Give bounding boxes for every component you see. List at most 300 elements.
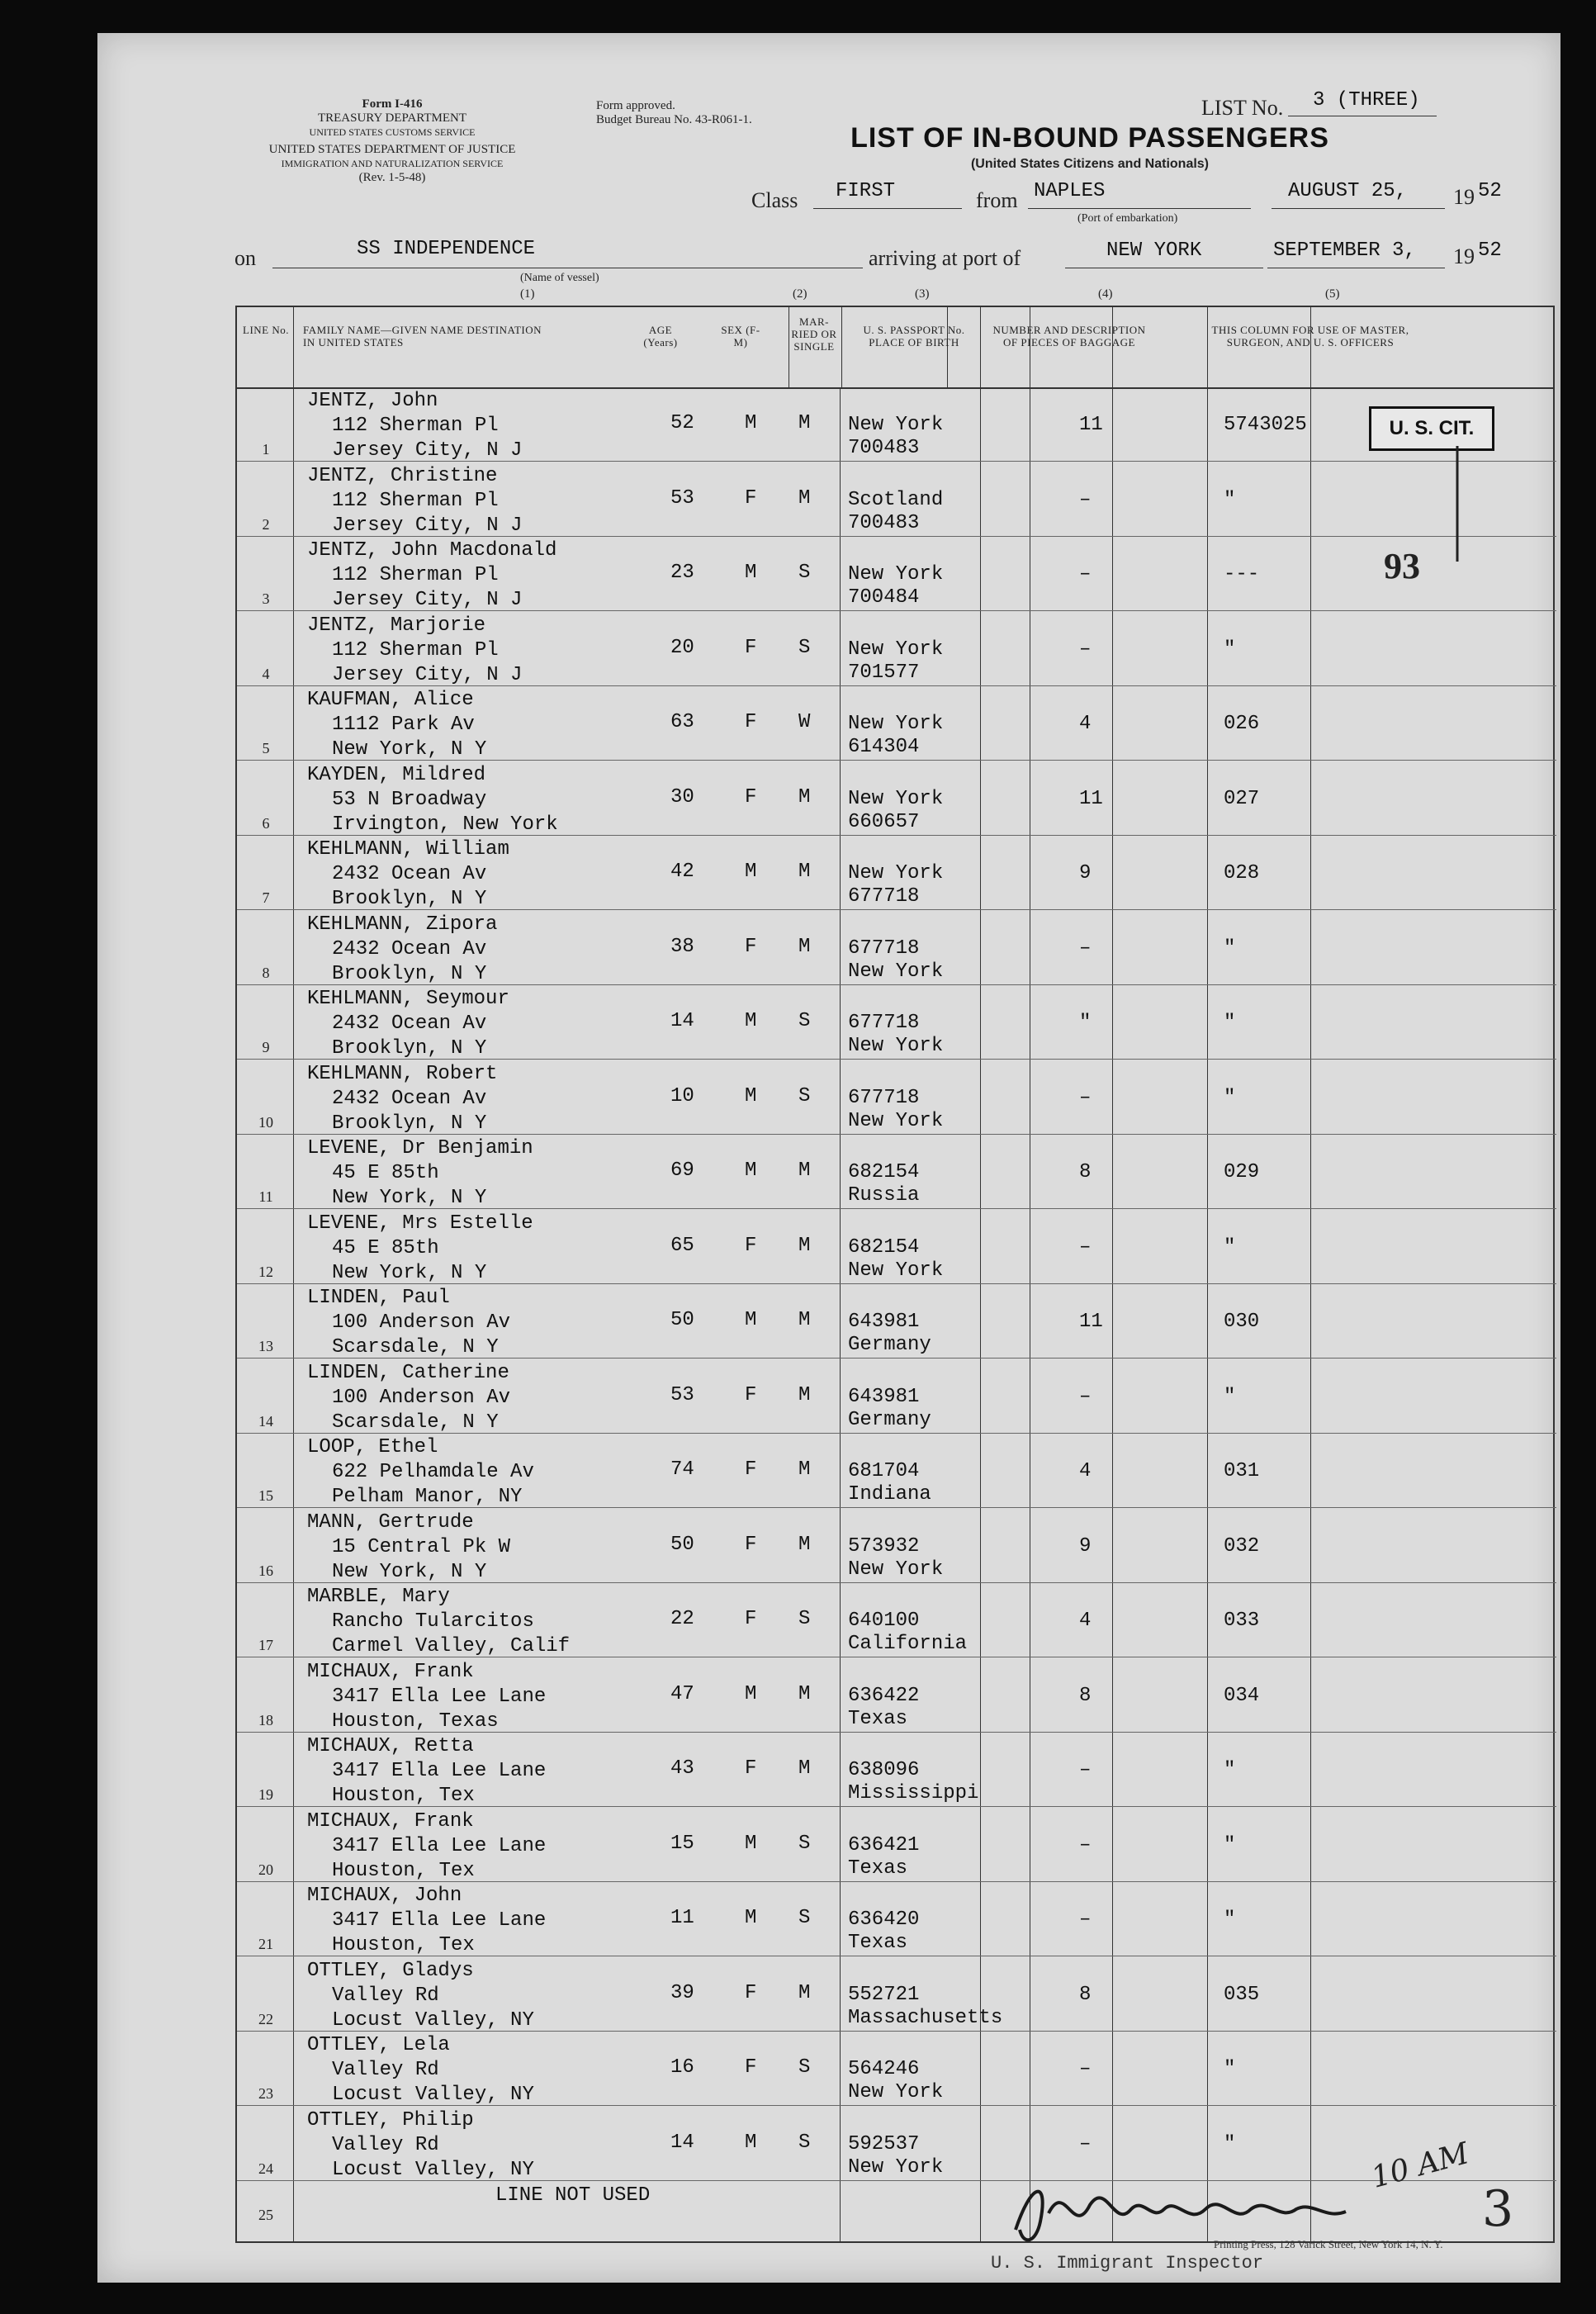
officer-note: " — [1224, 937, 1236, 960]
age: 47 — [670, 1682, 694, 1705]
passenger-name: MICHAUX, John — [307, 1885, 462, 1907]
line-number: 13 — [258, 1338, 273, 1354]
line-number: 19 — [258, 1786, 273, 1803]
age: 69 — [670, 1159, 694, 1182]
address-city: Carmel Valley, Calif — [332, 1635, 571, 1657]
age: 42 — [670, 861, 694, 883]
passport-line2: Indiana — [848, 1483, 931, 1506]
passport-line1: Scotland — [848, 488, 944, 511]
passport-line1: 636422 — [848, 1684, 920, 1707]
age: 16 — [670, 2056, 694, 2079]
sex: M — [745, 1010, 757, 1032]
arrive-year-prefix: 19 — [1453, 244, 1475, 268]
sex: F — [745, 1757, 757, 1780]
address-city: Brooklyn, N Y — [332, 962, 487, 985]
class-value: FIRST — [836, 180, 896, 202]
passport-line1: New York — [848, 787, 944, 810]
marital-status: M — [798, 861, 811, 883]
page-mark: 3 — [1482, 2180, 1514, 2238]
marital-status: M — [798, 1981, 811, 2004]
table-row — [237, 1583, 1556, 1657]
table-row — [237, 1284, 1556, 1359]
address-street: 1112 Park Av — [332, 714, 475, 736]
col-divider — [841, 307, 842, 387]
table-row — [237, 1135, 1556, 1209]
passport-line1: 552721 — [848, 1983, 920, 2006]
baggage: 8 — [1079, 1161, 1092, 1183]
passenger-name: MARBLE, Mary — [307, 1586, 450, 1608]
baggage: 4 — [1079, 713, 1092, 735]
passport-line1: New York — [848, 414, 944, 436]
age: 22 — [670, 1608, 694, 1630]
line-number: 20 — [258, 1861, 273, 1878]
passport-line2: Massachusetts — [848, 2006, 1003, 2029]
line-number: 10 — [258, 1113, 273, 1131]
address-street: 2432 Ocean Av — [332, 863, 487, 885]
table-row — [237, 1210, 1556, 1284]
passport-line1: 638096 — [848, 1759, 920, 1781]
passport-line2: 700484 — [848, 586, 920, 609]
on-label: on — [234, 246, 256, 270]
marital-status: W — [798, 711, 811, 733]
address-street: 3417 Ella Lee Lane — [332, 1760, 547, 1782]
officer-note: " — [1224, 1909, 1236, 1931]
passport-line2: Texas — [848, 1856, 908, 1880]
baggage: – — [1079, 1833, 1092, 1856]
sex: M — [745, 1309, 757, 1331]
table-row — [237, 612, 1556, 686]
depart-date: AUGUST 25, — [1288, 180, 1408, 202]
baggage: 8 — [1079, 1684, 1092, 1707]
baggage: – — [1079, 488, 1092, 511]
sex: F — [745, 935, 757, 958]
age: 38 — [670, 935, 694, 958]
passenger-name: JENTZ, John — [307, 390, 438, 412]
line-number: 7 — [262, 889, 270, 906]
age: 30 — [670, 785, 694, 808]
address-street: Valley Rd — [332, 2059, 439, 2081]
address-street: 112 Sherman Pl — [332, 564, 499, 586]
inspector-signature — [999, 2164, 1428, 2255]
address-street: 112 Sherman Pl — [332, 415, 499, 437]
address-street: 2432 Ocean Av — [332, 1012, 487, 1035]
passenger-name: KEHLMANN, Seymour — [307, 988, 509, 1010]
passenger-name: KAYDEN, Mildred — [307, 763, 486, 786]
address-city: Locust Valley, NY — [332, 2008, 534, 2032]
age: 20 — [670, 636, 694, 659]
line-number: 3 — [262, 590, 270, 607]
age: 65 — [670, 1234, 694, 1257]
address-city: New York, N Y — [332, 1261, 487, 1284]
passenger-name: JENTZ, Christine — [307, 464, 498, 487]
passport-line1: 640100 — [848, 1610, 920, 1632]
address-city: Brooklyn, N Y — [332, 1112, 487, 1135]
table-row — [237, 1359, 1556, 1434]
marital-status: S — [798, 2131, 811, 2154]
address-street: 45 E 85th — [332, 1236, 439, 1259]
age: 43 — [670, 1757, 694, 1780]
col-number-5: (5) — [1325, 287, 1340, 301]
embarkation-caption: (Port of embarkation) — [1077, 212, 1178, 225]
baggage: 4 — [1079, 1610, 1092, 1632]
address-city: New York, N Y — [332, 1187, 487, 1209]
ins-service: IMMIGRATION AND NATURALIZATION SERVICE — [281, 158, 504, 169]
passenger-name: OTTLEY, Lela — [307, 2034, 450, 2056]
passenger-table — [235, 306, 1555, 2243]
officer-note: 027 — [1224, 787, 1260, 810]
baggage: 11 — [1079, 1311, 1103, 1333]
officer-note: " — [1224, 1086, 1236, 1109]
passport-line2: Texas — [848, 1932, 908, 1954]
officer-note: " — [1224, 2058, 1236, 2080]
passport-line2: 701577 — [848, 661, 920, 684]
passport-line2: New York — [848, 1259, 944, 1282]
address-street: 622 Pelhamdale Av — [332, 1461, 534, 1483]
header-departments — [239, 97, 545, 185]
line-not-used: LINE NOT USED — [495, 2184, 651, 2207]
table-row — [237, 836, 1556, 910]
baggage: 11 — [1079, 414, 1103, 436]
us-citizen-stamp: U. S. CIT. — [1369, 406, 1494, 451]
sex: M — [745, 412, 757, 434]
passport-line1: New York — [848, 638, 944, 661]
address-city: Brooklyn, N Y — [332, 1037, 487, 1060]
age: 11 — [670, 1907, 694, 1929]
officer-note: " — [1224, 638, 1236, 661]
address-city: Houston, Tex — [332, 1785, 475, 1807]
passenger-name: KEHLMANN, Zipora — [307, 913, 498, 936]
passport-line2: 614304 — [848, 736, 920, 758]
passport-line1: 682154 — [848, 1235, 920, 1259]
marital-status: M — [798, 1309, 811, 1331]
table-row — [237, 387, 1556, 462]
address-street: Rancho Tularcitos — [332, 1610, 534, 1633]
baggage: – — [1079, 563, 1092, 586]
baggage: 11 — [1079, 787, 1103, 810]
passenger-name: MICHAUX, Frank — [307, 1809, 474, 1833]
age: 14 — [670, 2131, 694, 2154]
line-number: 4 — [262, 665, 270, 682]
depart-year-prefix: 19 — [1453, 185, 1475, 209]
marital-status: S — [798, 2056, 811, 2079]
officer-note: 028 — [1224, 862, 1260, 884]
address-city: Jersey City, N J — [332, 589, 523, 611]
address-street: 112 Sherman Pl — [332, 638, 499, 661]
address-city: Jersey City, N J — [332, 663, 523, 686]
baggage: – — [1079, 937, 1092, 960]
address-street: 3417 Ella Lee Lane — [332, 1909, 547, 1932]
arrival-date: SEPTEMBER 3, — [1273, 239, 1416, 262]
address-street: 3417 Ella Lee Lane — [332, 1685, 547, 1708]
line-number: 11 — [258, 1188, 273, 1205]
table-row — [237, 1957, 1556, 2032]
officer-note: --- — [1224, 563, 1260, 586]
address-city: Scarsdale, N Y — [332, 1336, 499, 1359]
marital-status: S — [798, 636, 811, 659]
passenger-name: JENTZ, John Macdonald — [307, 539, 557, 562]
col-head-name: FAMILY NAME—GIVEN NAME DESTINATION IN UNITED STATES — [303, 324, 542, 349]
age: 50 — [670, 1533, 694, 1556]
address-street: 53 N Broadway — [332, 788, 487, 811]
sex: M — [745, 2131, 757, 2154]
age: 39 — [670, 1981, 694, 2004]
age: 53 — [670, 486, 694, 510]
list-no-value: 3 (THREE) — [1313, 89, 1420, 111]
line-number: 1 — [262, 441, 270, 458]
col-head-sex: SEX (F-M) — [721, 324, 760, 349]
passport-line2: Texas — [848, 1707, 908, 1730]
marital-status: M — [798, 412, 811, 434]
table-row — [237, 1434, 1556, 1508]
passport-line1: New York — [848, 713, 944, 735]
sex: F — [745, 1533, 757, 1556]
address-city: Houston, Texas — [332, 1709, 499, 1733]
pencil-note: 93 — [1384, 546, 1420, 586]
passport-line1: 681704 — [848, 1460, 920, 1482]
marital-status: S — [798, 1832, 811, 1855]
address-city: New York, N Y — [332, 1560, 487, 1583]
line-number-25: 25 — [258, 2207, 273, 2223]
passport-line2: 660657 — [848, 810, 920, 833]
officer-note: " — [1224, 1012, 1236, 1034]
officer-note: 035 — [1224, 1983, 1260, 2006]
baggage: – — [1079, 2058, 1092, 2080]
line-number: 2 — [262, 515, 270, 533]
address-city: Houston, Tex — [332, 1859, 475, 1882]
stamp-arrow-icon — [1453, 446, 1470, 562]
passenger-name: LEVENE, Mrs Estelle — [307, 1212, 533, 1235]
passenger-name: OTTLEY, Philip — [307, 2108, 474, 2131]
officer-note: 5743025 — [1224, 414, 1307, 436]
address-street: Valley Rd — [332, 1984, 439, 2007]
officer-note: 031 — [1224, 1460, 1260, 1482]
line-number: 21 — [258, 1936, 273, 1952]
baggage: – — [1079, 2132, 1092, 2155]
table-row — [237, 911, 1556, 985]
officer-note: " — [1224, 2132, 1236, 2155]
baggage: 4 — [1079, 1460, 1092, 1482]
passport-line1: 636421 — [848, 1833, 920, 1856]
address-city: Irvington, New York — [332, 813, 558, 836]
depart-date-line — [1272, 208, 1445, 209]
baggage: 9 — [1079, 1534, 1092, 1558]
passenger-name: LOOP, Ethel — [307, 1436, 438, 1458]
marital-status: M — [798, 1234, 811, 1257]
line-number: 6 — [262, 814, 270, 832]
sex: F — [745, 711, 757, 733]
address-city: Houston, Tex — [332, 1934, 475, 1956]
table-row — [237, 537, 1556, 611]
baggage: – — [1079, 1235, 1092, 1259]
officer-note: " — [1224, 1759, 1236, 1781]
col-divider — [293, 307, 294, 387]
officer-note: " — [1224, 1385, 1236, 1408]
line-number: 17 — [258, 1637, 273, 1653]
age: 63 — [670, 711, 694, 733]
table-row — [237, 1509, 1556, 1583]
arrive-year: 52 — [1478, 239, 1502, 262]
list-no-label: LIST No. — [1201, 96, 1284, 120]
passport-line2: New York — [848, 1035, 944, 1057]
passenger-name: LINDEN, Paul — [307, 1287, 450, 1309]
passport-line1: 677718 — [848, 1086, 920, 1109]
passport-line1: New York — [848, 563, 944, 586]
col-number-4: (4) — [1098, 287, 1113, 301]
page-title: LIST OF IN-BOUND PASSENGERS — [850, 122, 1329, 154]
sex: F — [745, 785, 757, 808]
sex: F — [745, 1383, 757, 1406]
marital-status: M — [798, 785, 811, 808]
col-head-baggage: NUMBER AND DESCRIPTION OF PIECES OF BAGGAGE — [992, 324, 1146, 349]
marital-status: M — [798, 486, 811, 510]
line-number: 5 — [262, 740, 270, 756]
from-value: NAPLES — [1034, 180, 1106, 202]
passenger-name: LINDEN, Catherine — [307, 1361, 509, 1384]
approved-line: Form approved. — [596, 99, 675, 112]
table-row — [237, 462, 1556, 537]
sex: M — [745, 1682, 757, 1705]
col-head-passport: U. S. PASSPORT No. PLACE OF BIRTH — [863, 324, 965, 349]
baggage: – — [1079, 1385, 1092, 1408]
marital-status: S — [798, 1010, 811, 1032]
address-street: 2432 Ocean Av — [332, 937, 487, 960]
passport-line1: New York — [848, 862, 944, 884]
inspector-caption: U. S. Immigrant Inspector — [991, 2253, 1264, 2274]
officer-note: 032 — [1224, 1534, 1260, 1558]
sex: F — [745, 2056, 757, 2079]
vessel-name: SS INDEPENDENCE — [357, 238, 536, 260]
col-head-age: AGE (Years) — [643, 324, 678, 349]
class-label: Class — [751, 188, 798, 212]
officer-note: " — [1224, 1833, 1236, 1856]
budget-line: Budget Bureau No. 43-R061-1. — [596, 113, 752, 126]
passport-line2: 677718 — [848, 885, 920, 908]
address-city: Scarsdale, N Y — [332, 1411, 499, 1434]
passport-line1: 636420 — [848, 1909, 920, 1931]
passenger-name: JENTZ, Marjorie — [307, 614, 486, 637]
col-number-1: (1) — [520, 287, 535, 301]
address-city: Locust Valley, NY — [332, 2084, 534, 2106]
address-city: Brooklyn, N Y — [332, 888, 487, 910]
table-row — [237, 686, 1556, 761]
address-city: Jersey City, N J — [332, 439, 523, 462]
baggage: – — [1079, 638, 1092, 661]
marital-status: S — [798, 562, 811, 584]
marital-status: S — [798, 1084, 811, 1107]
justice-dept: UNITED STATES DEPARTMENT OF JUSTICE — [268, 143, 516, 156]
marital-status: M — [798, 935, 811, 958]
line-number: 24 — [258, 2160, 273, 2177]
passport-line2: Russia — [848, 1184, 920, 1207]
marital-status: M — [798, 1682, 811, 1705]
passenger-name: LEVENE, Dr Benjamin — [307, 1137, 533, 1159]
passport-line2: New York — [848, 1109, 944, 1132]
passport-line1: 564246 — [848, 2058, 920, 2080]
revision: (Rev. 1-5-48) — [358, 171, 426, 184]
passport-line2: Germany — [848, 1408, 931, 1431]
sex: M — [745, 1159, 757, 1182]
passenger-name: MANN, Gertrude — [307, 1510, 474, 1534]
passenger-name: OTTLEY, Gladys — [307, 1959, 474, 1982]
signature-time-note: 10 AM — [1367, 2136, 1473, 2195]
baggage: – — [1079, 1086, 1092, 1109]
age: 10 — [670, 1084, 694, 1107]
table-row — [237, 761, 1556, 836]
table-row — [237, 1658, 1556, 1733]
customs-service: UNITED STATES CUSTOMS SERVICE — [309, 126, 476, 138]
officer-note: 034 — [1224, 1684, 1260, 1707]
address-street: 15 Central Pk W — [332, 1535, 511, 1558]
age: 23 — [670, 562, 694, 584]
table-row — [237, 1808, 1556, 1882]
col-number-2: (2) — [793, 287, 807, 301]
address-street: 112 Sherman Pl — [332, 489, 499, 512]
officer-note: 026 — [1224, 713, 1260, 735]
passport-line1: 682154 — [848, 1161, 920, 1183]
arriving-label: arriving at port of — [869, 246, 1021, 270]
address-street: Valley Rd — [332, 2133, 439, 2156]
col-head-married: MAR-RIED OR SINGLE — [791, 315, 837, 353]
arrival-port: NEW YORK — [1106, 239, 1202, 262]
passport-line1: 643981 — [848, 1385, 920, 1408]
passport-line2: New York — [848, 2081, 944, 2103]
age: 15 — [670, 1832, 694, 1855]
address-city: New York, N Y — [332, 738, 487, 761]
officer-note: 033 — [1224, 1610, 1260, 1632]
form-approval — [596, 99, 752, 127]
sex: F — [745, 636, 757, 659]
marital-status: M — [798, 1757, 811, 1780]
officer-note: 030 — [1224, 1311, 1260, 1333]
line-number: 12 — [258, 1263, 273, 1280]
address-city: Locust Valley, NY — [332, 2158, 534, 2181]
passenger-name: MICHAUX, Retta — [307, 1735, 474, 1757]
class-line — [813, 208, 962, 209]
line-number: 16 — [258, 1562, 273, 1579]
passenger-name: KEHLMANN, Robert — [307, 1062, 498, 1085]
age: 50 — [670, 1309, 694, 1331]
from-line — [1028, 208, 1251, 209]
officer-note: " — [1224, 488, 1236, 511]
line-number: 23 — [258, 2085, 273, 2102]
age: 52 — [670, 412, 694, 434]
marital-status: S — [798, 1608, 811, 1630]
printer-imprint: Printing Press, 128 Varick Street, New York 14, N. Y. — [1214, 2238, 1443, 2250]
address-street: 100 Anderson Av — [332, 1386, 511, 1409]
passenger-name: KEHLMANN, William — [307, 838, 509, 861]
marital-status: M — [798, 1383, 811, 1406]
baggage: – — [1079, 1909, 1092, 1931]
passport-line1: 592537 — [848, 2132, 920, 2155]
address-city: Pelham Manor, NY — [332, 1486, 523, 1508]
passenger-name: KAUFMAN, Alice — [307, 689, 474, 711]
depart-year: 52 — [1478, 180, 1502, 202]
from-label: from — [976, 188, 1018, 212]
line-number: 18 — [258, 1711, 273, 1728]
sex: M — [745, 1907, 757, 1929]
marital-status: M — [798, 1159, 811, 1182]
officer-note: 029 — [1224, 1161, 1260, 1183]
address-street: 100 Anderson Av — [332, 1311, 511, 1334]
passport-line2: 700483 — [848, 511, 920, 534]
address-street: 2432 Ocean Av — [332, 1087, 487, 1110]
address-city: Jersey City, N J — [332, 514, 523, 537]
marital-status: M — [798, 1458, 811, 1481]
passport-line2: Mississippi — [848, 1782, 979, 1804]
col-head-line: LINE No. — [243, 324, 289, 336]
passport-line2: 700483 — [848, 437, 920, 459]
table-row — [237, 2032, 1556, 2106]
